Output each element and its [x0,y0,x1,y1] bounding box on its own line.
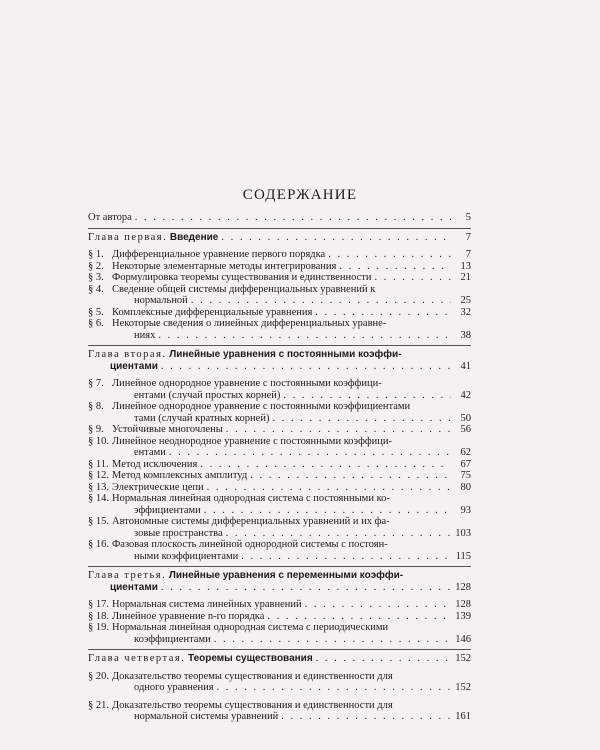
section-title-continued: коэффициентами [134,633,211,645]
entry-title: От автора [88,212,132,223]
dot-leader [226,528,451,540]
dot-leader [241,551,451,563]
section-entry [88,611,471,623]
page-number: 7 [465,231,471,243]
section-number: § 15. [88,516,109,527]
section-entry [88,272,471,284]
section-entry [88,249,471,261]
section-title-continued: нормальной системы уравнений [134,711,279,722]
page-number: 115 [455,550,471,562]
section-number: § 17. [88,599,109,610]
section-title-continued: ными коэффициентами [134,550,239,562]
section-title-continued: зовые пространства [134,527,223,539]
dot-leader [204,505,451,517]
page-number: 161 [455,711,471,722]
section-entry [88,516,471,539]
section-entry [88,470,471,482]
page-number: 152 [455,653,471,664]
section-title: Фазовая плоскость линейной однородной системы с постоян- [112,539,388,550]
section-entry [88,493,471,516]
section-title: Метод исключения [112,458,198,470]
dot-leader [161,361,451,373]
section-number: § 9. [88,424,104,435]
chapter-label: Глава третья. [88,570,167,581]
toc-entry-preface [88,212,471,224]
dot-leader [217,682,451,694]
chapter-heading [88,228,471,244]
section-title: Электрические цепи [112,481,204,493]
page-number: 42 [460,389,471,401]
section-title: Нормальная линейная однородная система с постоянными ко- [112,493,390,504]
dot-leader [226,424,451,436]
dot-leader [221,232,451,244]
section-entry [88,318,471,341]
page-number: 80 [460,481,471,493]
chapter-name: Линейные уравнения с переменными коэффи- [168,570,404,581]
section-title-continued: ентами (случай простых корней) [134,389,281,401]
chapter-heading [88,566,471,593]
page-number: 5 [465,212,471,223]
section-title-continued: эффициентами [134,504,201,516]
section-title-continued: нормальной [134,295,188,306]
section-title: Сведение общей системы дифференциальных уравнений к [112,283,376,295]
section-number: § 4. [88,283,104,295]
page-number: 50 [460,412,471,424]
section-number: § 18. [88,610,109,622]
section-number: § 1. [88,249,104,260]
dot-leader [250,470,451,482]
page-number: 62 [460,447,471,458]
section-number: § 10. [88,435,109,447]
section-entry [88,436,471,459]
page-number: 128 [455,581,471,593]
page-number: 13 [460,260,471,272]
dot-leader [283,390,451,402]
section-number: § 2. [88,260,104,272]
section-title-continued: ниях [134,329,156,341]
section-number: § 6. [88,318,104,329]
dot-leader [328,249,451,261]
dot-leader [339,261,451,273]
section-entry [88,459,471,471]
dot-leader [135,212,451,224]
chapter-name-continued: циентами [110,581,158,593]
section-number: § 12. [88,470,109,481]
section-title: Линейное неоднородное уравнение с постоянными коэффици- [112,435,392,447]
page-number: 25 [460,295,471,306]
section-title: Комплексные дифференциальные уравнения [112,306,313,318]
chapter-name: Линейные уравнения с постоянными коэффи- [169,349,402,360]
dot-leader [191,295,451,307]
section-title: Формулировка теоремы существования и единственности [112,272,372,283]
page-number: 128 [455,599,471,610]
section-title: Доказательство теоремы существования и единственности для [112,670,393,682]
page-number: 38 [460,329,471,341]
chapter-label: Глава первая. [88,231,168,243]
section-entry [88,539,471,562]
section-number: § 5. [88,306,104,318]
section-entry [88,401,471,424]
section-entry [88,378,471,401]
section-title: Нормальная система линейных уравнений [112,599,302,610]
section-title-continued: одного уравнения [134,682,214,693]
section-title-continued: ентами [134,447,166,458]
page-number: 67 [460,458,471,470]
page-number: 7 [465,249,471,260]
page-number: 152 [455,682,471,693]
dot-leader [158,330,451,342]
dot-leader [281,711,451,723]
dot-leader [316,653,451,665]
section-entry [88,261,471,273]
dot-leader [200,459,451,471]
page-number: 139 [455,610,471,622]
section-number: § 3. [88,272,104,283]
page-number: 56 [460,424,471,435]
dot-leader [272,413,451,425]
table-of-contents [88,212,471,723]
section-number: § 20. [88,670,109,682]
dot-leader [207,482,451,494]
chapter-heading [88,649,471,665]
section-number: § 13. [88,481,109,493]
chapter-name-continued: циентами [110,360,158,372]
section-title: Автономные системы дифференциальных уравнений и их фа- [112,516,390,527]
section-entry [88,700,471,723]
page-number: 93 [460,504,471,516]
section-title: Линейное уравнение n-го порядка [112,610,265,622]
chapter-label: Глава вторая. [88,349,167,360]
section-entry [88,482,471,494]
section-number: § 11. [88,458,109,470]
section-title: Некоторые сведения о линейных дифференциальных уравне- [112,318,387,329]
section-number: § 14. [88,493,109,504]
page-title: СОДЕРЖАНИЕ [242,187,358,203]
dot-leader [214,634,451,646]
chapter-label: Глава четвертая. [88,653,186,664]
section-title: Линейное однородное уравнение с постоянными коэффици- [112,378,382,389]
section-title: Доказательство теоремы существования и единственности для [112,699,393,711]
section-entry [88,307,471,319]
section-number: § 19. [88,622,109,633]
section-entry [88,671,471,694]
chapter-name: Введение [169,231,219,243]
chapter-name: Теоремы существования [187,653,313,664]
dot-leader [169,447,451,459]
dot-leader [374,272,451,284]
page-number: 75 [460,470,471,481]
page-number: 41 [460,360,471,372]
section-title: Дифференциальное уравнение первого порядка [112,249,326,260]
dot-leader [305,599,451,611]
section-title: Нормальная линейная однородная система с периодическими [112,622,389,633]
page-number: 21 [460,272,471,283]
section-number: § 8. [88,401,104,412]
section-number: § 21. [88,699,109,711]
section-entry [88,284,471,307]
section-entry [88,599,471,611]
page-number: 103 [455,527,471,539]
section-title: Устойчивые многочлены [112,424,223,435]
page-number: 146 [455,633,471,645]
page-number: 32 [460,306,471,318]
section-entry [88,622,471,645]
section-title: Линейное однородное уравнение с постоянными коэффициентами [112,401,411,412]
section-title-continued: тами (случай кратных корней) [134,412,270,424]
section-title: Метод комплексных амплитуд [112,470,248,481]
dot-leader [315,307,451,319]
section-number: § 7. [88,378,104,389]
section-title: Некоторые элементарные методы интегрирования [112,260,337,272]
dot-leader [161,582,451,594]
chapter-heading [88,345,471,372]
section-entry [88,424,471,436]
dot-leader [267,611,451,623]
section-number: § 16. [88,539,109,550]
